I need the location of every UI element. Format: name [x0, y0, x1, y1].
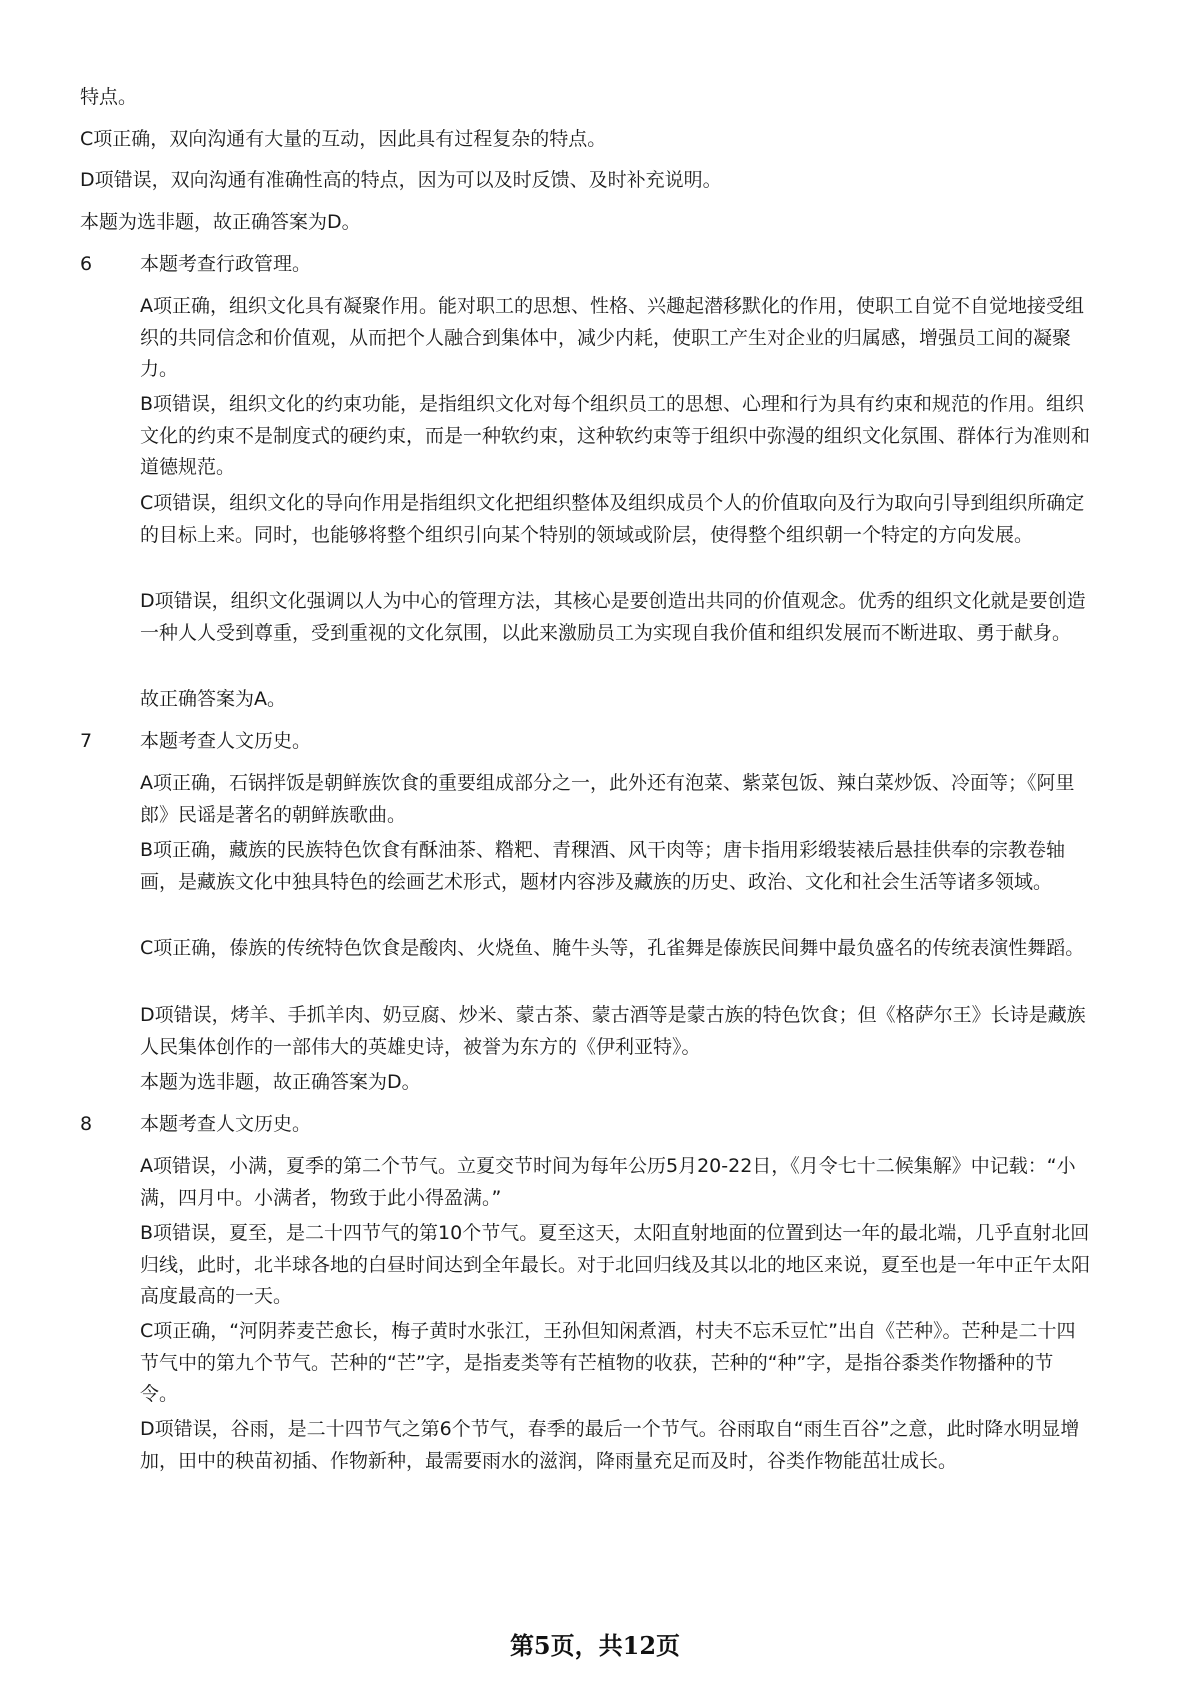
- question-number: 7: [80, 730, 93, 752]
- question-heading: 本题考查行政管理。: [140, 253, 312, 275]
- answer-paragraph: D项错误，烤羊、手抓羊肉、奶豆腐、炒米、蒙古茶、蒙古酒等是蒙古族的特色饮食；但《格萨尔王》长诗是藏族人民集体创作的一部伟大的英雄史诗，被誉为东方的《伊利亚特》。: [140, 1004, 1086, 1058]
- question-heading: 本题考查人文历史。: [140, 730, 312, 752]
- answer-paragraph: D项错误，谷雨，是二十四节气之第6个节气，春季的最后一个节气。谷雨取自“雨生百谷”之意，此时降水明显增加，田中的秧苗初插、作物新种，最需要雨水的滋润，降雨量充足而及时，谷类作物能茁壮成长。: [140, 1418, 1080, 1472]
- intro-line: 特点。: [80, 86, 138, 108]
- intro-line: D项错误，双向沟通有准确性高的特点，因为可以及时反馈、及时补充说明。: [80, 169, 722, 191]
- answer-paragraph: B项错误，夏至，是二十四节气的第10个节气。夏至这天，太阳直射地面的位置到达一年的最北端，几乎直射北回归线，此时，北半球各地的白昼时间达到全年最长。对于北回归线及其以北的地区来说，夏至也是一年中正午太阳高度最高的一天。: [140, 1222, 1091, 1307]
- answer-conclusion: 本题为选非题，故正确答案为D。: [140, 1071, 421, 1093]
- answer-paragraph: A项正确，组织文化具有凝聚作用。能对职工的思想、性格、兴趣起潜移默化的作用，使职工自觉不自觉地接受组织的共同信念和价值观，从而把个人融合到集体中，减少内耗，使职工产生对企业的归属感，增强员工间的凝聚力。: [140, 295, 1085, 380]
- question-number: 6: [80, 253, 93, 275]
- intro-line: C项正确，双向沟通有大量的互动，因此具有过程复杂的特点。: [80, 128, 607, 150]
- answer-paragraph: D项错误，组织文化强调以人为中心的管理方法，其核心是要创造出共同的价值观念。优秀的组织文化就是要创造一种人人受到尊重，受到重视的文化氛围，以此来激励员工为实现自我价值和组织发展而不断进取、勇于献身。: [140, 590, 1086, 644]
- question-number: 8: [80, 1113, 93, 1135]
- answer-paragraph: C项正确，“河阴荞麦芒愈长，梅子黄时水张江，王孙但知闲煮酒，村夫不忘禾豆忙”出自《芒种》。芒种是二十四节气中的第九个节气。芒种的“芒”字，是指麦类等有芒植物的收获，芒种的“种”字，是指谷黍类作物播种的节令。: [140, 1320, 1076, 1405]
- answer-paragraph: A项错误，小满，夏季的第二个节气。立夏交节时间为每年公历5月20-22日，《月令七十二候集解》中记载：“小满，四月中。小满者，物致于此小得盈满。”: [140, 1155, 1076, 1209]
- question-heading: 本题考查人文历史。: [140, 1113, 312, 1135]
- answer-paragraph: B项错误，组织文化的约束功能，是指组织文化对每个组织员工的思想、心理和行为具有约束和规范的作用。组织文化的约束不是制度式的硬约束，而是一种软约束，这种软约束等于组织中弥漫的组织文化氛围、群体行为准则和道德规范。: [140, 393, 1091, 478]
- page-number-footer: 第5页，共12页: [509, 1631, 681, 1660]
- answer-paragraph: A项正确，石锅拌饭是朝鲜族饮食的重要组成部分之一，此外还有泡菜、紫菜包饭、辣白菜炒饭、冷面等；《阿里郎》民谣是著名的朝鲜族歌曲。: [140, 772, 1075, 826]
- answer-conclusion: 故正确答案为A。: [140, 688, 286, 710]
- answer-paragraph: C项错误，组织文化的导向作用是指组织文化把组织整体及组织成员个人的价值取向及行为取向引导到组织所确定的目标上来。同时，也能够将整个组织引向某个特别的领域或阶层，使得整个组织朝一个特定的方向发展。: [140, 492, 1085, 546]
- answer-paragraph: C项正确，傣族的传统特色饮食是酸肉、火烧鱼、腌牛头等，孔雀舞是傣族民间舞中最负盛名的传统表演性舞蹈。: [140, 937, 1085, 959]
- intro-line: 本题为选非题，故正确答案为D。: [80, 211, 361, 233]
- answer-paragraph: B项正确，藏族的民族特色饮食有酥油茶、糌粑、青稞酒、风干肉等；唐卡指用彩缎装裱后悬挂供奉的宗教卷轴画，是藏族文化中独具特色的绘画艺术形式，题材内容涉及藏族的历史、政治、文化和社会生活等诸多领域。: [140, 839, 1066, 893]
